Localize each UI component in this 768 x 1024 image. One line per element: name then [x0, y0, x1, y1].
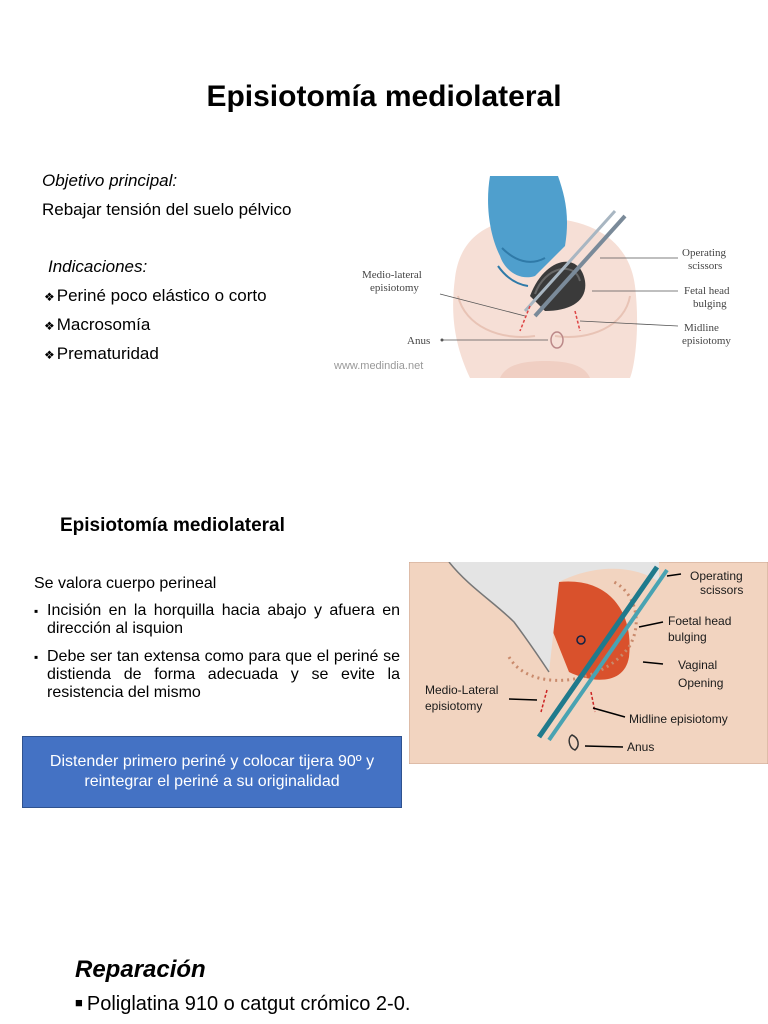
episiotomy-illustration-2 — [409, 562, 768, 764]
diamond-bullet-icon: ❖ — [44, 348, 55, 362]
fig2-label-opening: Opening — [678, 676, 724, 690]
indicaciones-list — [44, 285, 267, 372]
fig1-label-mediolateral: Medio-lateral — [362, 269, 422, 281]
valora-text: Se valora cuerpo perineal — [34, 575, 217, 592]
reparacion-item: ■ Poliglatina 910 o catgut crómico 2-0. — [75, 993, 411, 1015]
fig1-label-scissors: scissors — [688, 260, 723, 272]
fig1-label-mediolateral-episiotomy: episiotomy — [370, 282, 419, 294]
fig2-label-vaginal: Vaginal — [678, 658, 718, 672]
square-bullet-icon: ■ — [75, 995, 83, 1010]
diamond-bullet-icon: ❖ — [44, 290, 55, 304]
fig2-label-anus: Anus — [627, 740, 655, 754]
fig1-label-operating: Operating — [682, 247, 726, 259]
fig1-label-bulging: bulging — [693, 298, 727, 310]
diamond-bullet-icon: ❖ — [44, 319, 55, 333]
fig2-label-mediolateral-episiotomy: episiotomy — [425, 699, 483, 713]
fig2-label-bulging: bulging — [668, 630, 707, 644]
indicacion-item: ❖ Macrosomía — [44, 315, 151, 334]
fig2-label-midline: Midline episiotomy — [629, 712, 728, 726]
indicacion-item: ❖ Prematuridad — [44, 344, 159, 363]
fig1-label-midline: Midline — [684, 322, 719, 334]
fig2-label-operating: Operating — [690, 569, 743, 583]
fig1-label-fetal-head: Fetal head — [684, 285, 730, 297]
episiotomy-illustration-1 — [330, 176, 755, 378]
fig1-label-midline-episiotomy: episiotomy — [682, 335, 731, 347]
instruction-box — [22, 736, 402, 808]
indicacion-item: ❖ Periné poco elástico o corto — [44, 286, 267, 305]
fig2-label-mediolateral: Medio-Lateral — [425, 683, 499, 697]
bullet-item: ▪ Debe ser tan extensa como para que el periné se distienda de forma adecuada y se evite la resistencia del mismo — [34, 648, 400, 702]
objetivo-text: Rebajar tensión del suelo pélvico — [42, 200, 292, 219]
reparacion-title: Reparación — [75, 956, 206, 983]
fig2-label-scissors: scissors — [700, 583, 744, 597]
objetivo-label: Objetivo principal: — [42, 171, 178, 190]
indicaciones-label: Indicaciones: — [48, 257, 148, 276]
instruction-box-text: Distender primero periné y colocar tijera 90º y reintegrar el periné a su originalidad — [49, 753, 375, 790]
fig2-label-foetal: Foetal head — [668, 614, 732, 628]
section2-bullets — [34, 602, 400, 712]
fig1-watermark: www.medindia.net — [334, 360, 424, 372]
section2-title: Episiotomía mediolateral — [60, 515, 285, 536]
page-title: Episiotomía mediolateral — [206, 80, 562, 113]
bullet-item: ▪ Incisión en la horquilla hacia abajo y afuera en dirección al isquion — [34, 602, 400, 638]
fig1-label-anus: Anus — [407, 335, 431, 347]
